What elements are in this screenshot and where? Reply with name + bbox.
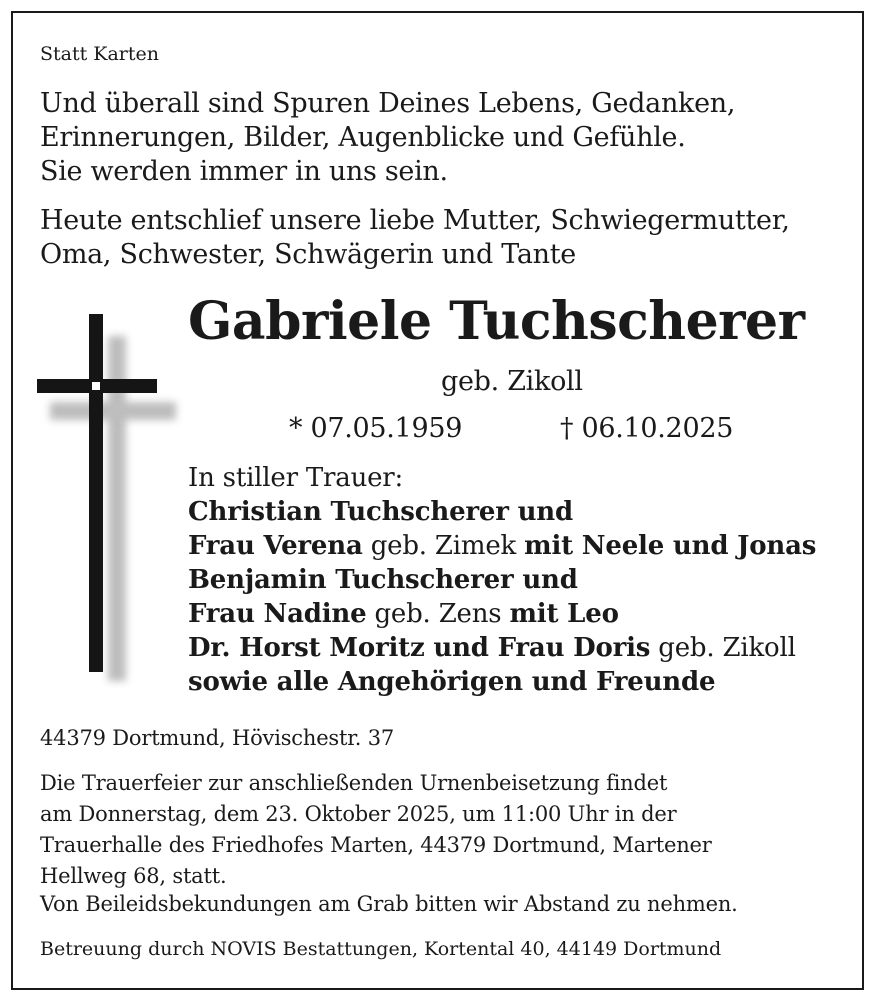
service-line-5: Von Beileidsbekundungen am Grab bitten wir Abstand zu nehmen. <box>40 892 738 916</box>
mourner-line-4 <box>188 599 619 629</box>
announcement-line-1: Heute entschlief unsere liebe Mutter, Schwiegermutter, <box>40 205 790 236</box>
birth-date: * 07.05.1959 <box>289 413 463 444</box>
mourner-line-4-bold-a: Frau Nadine <box>188 599 367 629</box>
poem-line-2: Erinnerungen, Bilder, Augenblicke und Gefühle. <box>40 122 686 153</box>
mourner-line-5-normal: geb. Zikoll <box>650 633 796 663</box>
mourner-line-5-bold: Dr. Horst Moritz und Frau Doris <box>188 633 651 663</box>
service-line-1: Die Trauerfeier zur anschließenden Urnenbeisetzung findet <box>40 771 668 795</box>
mourners-intro: In stiller Trauer: <box>188 463 404 493</box>
mourner-line-4-bold-b: mit Leo <box>509 599 619 629</box>
announcement-line-2: Oma, Schwester, Schwägerin und Tante <box>40 239 576 270</box>
poem-line-1: Und überall sind Spuren Deines Lebens, Gedanken, <box>40 88 736 119</box>
service-line-4: Hellweg 68, statt. <box>40 864 227 888</box>
mourner-line-2-bold-a: Frau Verena <box>188 531 363 561</box>
mourner-line-5 <box>188 633 796 663</box>
death-date: † 06.10.2025 <box>560 413 734 444</box>
mourner-line-2-bold-b: mit Neele und Jonas <box>524 531 817 561</box>
address: 44379 Dortmund, Hövischestr. 37 <box>40 726 395 750</box>
poem-line-3: Sie werden immer in uns sein. <box>40 156 448 187</box>
service-line-3: Trauerhalle des Friedhofes Marten, 44379 Dortmund, Martener <box>40 833 712 857</box>
mourner-line-6: sowie alle Angehörigen und Freunde <box>188 667 716 697</box>
mourner-line-2-normal: geb. Zimek <box>362 531 525 561</box>
mourner-line-4-normal: geb. Zens <box>366 599 510 629</box>
mourner-line-3: Benjamin Tuchscherer und <box>188 565 578 595</box>
maiden-name: geb. Zikoll <box>441 366 583 397</box>
service-line-2: am Donnerstag, dem 23. Oktober 2025, um 11:00 Uhr in der <box>40 802 677 826</box>
statt-karten: Statt Karten <box>40 43 160 65</box>
mourner-line-2 <box>188 531 816 561</box>
undertaker-info: Betreuung durch NOVIS Bestattungen, Kortental 40, 44149 Dortmund <box>40 938 722 960</box>
deceased-name: Gabriele Tuchscherer <box>188 291 805 352</box>
mourner-line-1: Christian Tuchscherer und <box>188 497 573 527</box>
